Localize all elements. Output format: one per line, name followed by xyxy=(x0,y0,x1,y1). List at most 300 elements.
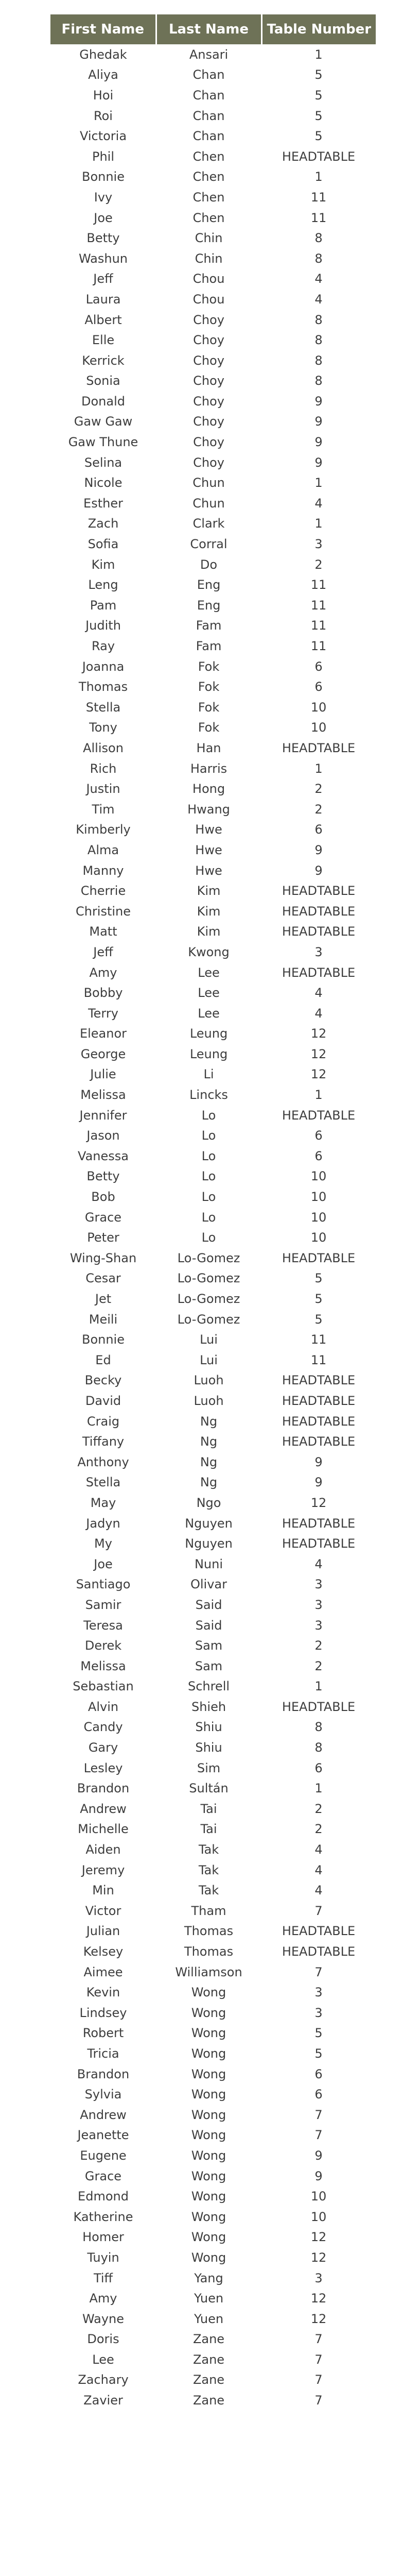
table-row xyxy=(50,656,376,677)
table-row xyxy=(50,126,376,146)
table-number-cell: 12 xyxy=(310,1495,327,1510)
table-number-cell: 8 xyxy=(314,312,323,327)
table-row xyxy=(50,1962,376,1982)
table-number-cell: 5 xyxy=(314,67,323,82)
first-name-cell: Grace xyxy=(84,1210,122,1225)
last-name-cell: Choy xyxy=(193,333,224,348)
first-name-cell: Bobby xyxy=(83,986,123,1001)
table-row xyxy=(50,942,376,962)
table-number-cell: 6 xyxy=(314,680,323,694)
table-number-cell: 11 xyxy=(310,618,327,633)
table-number-cell: 7 xyxy=(314,2393,323,2408)
table-number-cell: 9 xyxy=(314,863,323,878)
first-name-cell: Vanessa xyxy=(78,1148,129,1163)
first-name-cell: Julian xyxy=(86,1924,120,1939)
first-name-cell: My xyxy=(94,1536,112,1551)
last-name-cell: Wong xyxy=(191,1985,226,2000)
table-number-cell: 5 xyxy=(314,2026,323,2041)
last-name-cell: Fok xyxy=(198,720,220,735)
table-number-cell: 6 xyxy=(314,1148,323,1163)
first-name-cell: Doris xyxy=(87,2332,119,2347)
table-row xyxy=(50,412,376,432)
last-name-cell: Li xyxy=(203,1067,214,1082)
table-number-cell: 12 xyxy=(310,2250,327,2265)
last-name-cell: Ansari xyxy=(189,47,229,62)
table-number-cell: 6 xyxy=(314,822,323,837)
last-name-cell: Chan xyxy=(192,67,225,82)
table-row xyxy=(50,1207,376,1228)
table-row xyxy=(50,44,376,65)
table-number-cell: 5 xyxy=(314,1271,323,1286)
table-number-cell: 2 xyxy=(314,1638,323,1653)
table-row xyxy=(50,1697,376,1717)
table-row xyxy=(50,1778,376,1799)
last-name-cell: Chan xyxy=(192,88,225,103)
first-name-cell: Michelle xyxy=(78,1822,129,1837)
table-number-cell: 10 xyxy=(310,720,327,735)
table-number-cell: 5 xyxy=(314,129,323,144)
last-name-cell: Chin xyxy=(195,251,223,266)
first-name-cell: Terry xyxy=(88,1006,118,1021)
table-row xyxy=(50,228,376,248)
last-name-cell: Han xyxy=(196,740,221,755)
table-number-cell: 7 xyxy=(314,2372,323,2387)
first-name-cell: Gaw Thune xyxy=(68,435,138,450)
table-number-cell: 9 xyxy=(314,842,323,857)
table-row xyxy=(50,2145,376,2166)
table-row xyxy=(50,1452,376,1472)
last-name-cell: Luoh xyxy=(194,1393,224,1408)
first-name-cell: Donald xyxy=(81,394,125,409)
table-row xyxy=(50,922,376,942)
table-number-cell: 2 xyxy=(314,1822,323,1837)
table-number-cell: 9 xyxy=(314,2168,323,2183)
last-name-header: Last Name xyxy=(156,14,261,44)
table-row xyxy=(50,778,376,799)
last-name-cell: Lo xyxy=(201,1169,216,1184)
last-name-cell: Wong xyxy=(191,2087,226,2102)
table-number-cell: 10 xyxy=(310,700,327,715)
table-row xyxy=(50,514,376,534)
table-row xyxy=(50,1309,376,1330)
first-name-cell: Lesley xyxy=(83,1760,123,1775)
last-name-cell: Tak xyxy=(198,1842,219,1857)
table-row xyxy=(50,1472,376,1493)
table-row xyxy=(50,1350,376,1370)
first-name-cell: Ghedak xyxy=(79,47,127,62)
last-name-cell: Tham xyxy=(191,1903,226,1918)
table-number-cell: 2 xyxy=(314,782,323,796)
table-row xyxy=(50,493,376,514)
table-row xyxy=(50,2370,376,2391)
last-name-cell: Chun xyxy=(192,496,225,511)
first-name-cell: Teresa xyxy=(83,1618,123,1633)
table-row xyxy=(50,1799,376,1819)
table-number-cell: 1 xyxy=(314,170,323,184)
table-number-cell: HEADTABLE xyxy=(282,1393,356,1408)
last-name-cell: Clark xyxy=(192,516,225,531)
table-number-cell: 5 xyxy=(314,108,323,123)
last-name-cell: Wong xyxy=(191,2066,226,2081)
first-name-cell: Ivy xyxy=(94,190,113,205)
table-number-cell: 3 xyxy=(314,1597,323,1612)
table-number-cell: 8 xyxy=(314,251,323,266)
table-body xyxy=(50,44,376,2411)
last-name-cell: Corral xyxy=(190,537,227,552)
table-number-cell: HEADTABLE xyxy=(282,1414,356,1429)
table-row xyxy=(50,350,376,371)
table-row xyxy=(50,1982,376,2003)
table-number-cell: 10 xyxy=(310,2189,327,2204)
table-row xyxy=(50,371,376,392)
first-name-cell: Tiff xyxy=(93,2270,113,2285)
table-header xyxy=(50,14,376,44)
last-name-cell: Kim xyxy=(197,924,221,939)
table-number-cell: 12 xyxy=(310,1046,327,1061)
last-name-cell: Lee xyxy=(198,1006,220,1021)
first-name-cell: Thomas xyxy=(78,680,128,694)
table-row xyxy=(50,1656,376,1676)
table-number-cell: 1 xyxy=(314,516,323,531)
first-name-cell: Meili xyxy=(89,1312,118,1327)
table-row xyxy=(50,1105,376,1126)
last-name-cell: Yang xyxy=(194,2270,223,2285)
table-number-cell: 12 xyxy=(310,1067,327,1082)
first-name-cell: Joe xyxy=(94,210,113,225)
first-name-cell: Wing-Shan xyxy=(69,1250,137,1265)
last-name-cell: Wong xyxy=(191,2046,226,2061)
first-name-cell: Amy xyxy=(89,965,117,980)
first-name-cell: Sylvia xyxy=(84,2087,122,2102)
table-row xyxy=(50,2105,376,2125)
table-number-cell: HEADTABLE xyxy=(282,904,356,919)
table-number-cell: 6 xyxy=(314,1760,323,1775)
first-name-cell: Judith xyxy=(85,618,121,633)
table-number-header: Table Number xyxy=(261,14,376,44)
table-row xyxy=(50,1819,376,1840)
table-row xyxy=(50,534,376,554)
last-name-cell: Choy xyxy=(193,353,224,368)
table-number-cell: 8 xyxy=(314,231,323,246)
table-row xyxy=(50,758,376,779)
last-name-cell: Shiu xyxy=(195,1720,222,1735)
table-row xyxy=(50,1187,376,1207)
table-row xyxy=(50,636,376,656)
first-name-cell: Eleanor xyxy=(79,1026,127,1041)
table-number-cell: 1 xyxy=(314,1088,323,1103)
first-name-cell: Zach xyxy=(87,516,119,531)
first-name-cell: Becky xyxy=(84,1373,122,1388)
last-name-cell: Zane xyxy=(192,2393,225,2408)
table-row xyxy=(50,840,376,860)
table-number-cell: 12 xyxy=(310,2230,327,2245)
last-name-cell: Chen xyxy=(192,170,225,184)
first-name-cell: Justin xyxy=(86,782,120,796)
table-number-cell: 11 xyxy=(310,1352,327,1367)
table-row xyxy=(50,1758,376,1778)
last-name-cell: Chou xyxy=(192,292,225,307)
table-number-cell: 2 xyxy=(314,1801,323,1816)
last-name-cell: Wong xyxy=(191,2189,226,2204)
first-name-cell: Jeff xyxy=(93,944,113,959)
last-name-cell: Kim xyxy=(197,884,221,899)
first-name-cell: Tuyin xyxy=(87,2250,119,2265)
last-name-cell: Tak xyxy=(198,1862,219,1877)
table-number-cell: 3 xyxy=(314,2005,323,2020)
table-row xyxy=(50,1737,376,1758)
first-name-cell: Jeremy xyxy=(81,1862,125,1877)
last-name-cell: Choy xyxy=(193,435,224,450)
first-name-cell: Stella xyxy=(85,700,121,715)
first-name-cell: Hoi xyxy=(93,88,114,103)
last-name-cell: Chan xyxy=(192,129,225,144)
first-name-cell: Tim xyxy=(92,802,115,817)
last-name-cell: Sam xyxy=(195,1658,223,1673)
table-number-cell: 10 xyxy=(310,1190,327,1205)
last-name-cell: Said xyxy=(195,1618,222,1633)
first-name-cell: Leng xyxy=(88,578,118,592)
first-name-cell: Esther xyxy=(83,496,123,511)
first-name-cell: Homer xyxy=(82,2230,124,2245)
table-number-cell: 3 xyxy=(314,1577,323,1592)
header-row xyxy=(50,14,376,44)
first-name-cell: Sofia xyxy=(87,537,119,552)
table-row xyxy=(50,289,376,310)
table-number-cell: 7 xyxy=(314,2128,323,2143)
last-name-cell: Lui xyxy=(200,1332,218,1347)
first-name-cell: Roi xyxy=(94,108,113,123)
first-name-cell: Victoria xyxy=(79,129,127,144)
last-name-cell: Chou xyxy=(192,272,225,286)
table-number-cell: 11 xyxy=(310,190,327,205)
table-row xyxy=(50,2003,376,2023)
last-name-cell: Sam xyxy=(195,1638,223,1653)
table-row xyxy=(50,2207,376,2227)
first-name-cell: Phil xyxy=(92,149,115,164)
last-name-cell: Leung xyxy=(189,1026,228,1041)
last-name-cell: Tai xyxy=(200,1801,217,1816)
first-name-cell: Robert xyxy=(82,2026,124,2041)
table-number-cell: 2 xyxy=(314,1658,323,1673)
table-number-cell: 9 xyxy=(314,394,323,409)
table-number-cell: 4 xyxy=(314,1883,323,1898)
last-name-cell: Williamson xyxy=(175,1964,242,1979)
last-name-cell: Lo xyxy=(201,1128,216,1143)
table-number-cell: 9 xyxy=(314,2148,323,2163)
table-number-cell: 11 xyxy=(310,578,327,592)
table-number-cell: 1 xyxy=(314,1679,323,1694)
table-number-cell: 12 xyxy=(310,1026,327,1041)
table-number-cell: 3 xyxy=(314,1985,323,2000)
table-number-cell: HEADTABLE xyxy=(282,1516,356,1531)
first-name-cell: Jennifer xyxy=(79,1108,127,1123)
table-row xyxy=(50,1431,376,1452)
first-name-cell: Candy xyxy=(83,1720,123,1735)
table-row xyxy=(50,1513,376,1534)
table-number-cell: 5 xyxy=(314,1292,323,1307)
last-name-cell: Nguyen xyxy=(185,1516,233,1531)
last-name-cell: Choy xyxy=(193,374,224,388)
last-name-cell: Fok xyxy=(198,700,220,715)
first-name-cell: Zachary xyxy=(78,2372,129,2387)
last-name-cell: Kim xyxy=(197,904,221,919)
first-name-cell: Joanna xyxy=(82,659,125,674)
last-name-cell: Sim xyxy=(197,1760,221,1775)
last-name-cell: Lee xyxy=(198,986,220,1001)
table-row xyxy=(50,187,376,208)
first-name-cell: Kelsey xyxy=(83,1944,124,1959)
table-number-cell: 4 xyxy=(314,272,323,286)
first-name-cell: Ray xyxy=(91,639,115,654)
last-name-cell: Lo-Gomez xyxy=(177,1250,240,1265)
table-row xyxy=(50,2166,376,2187)
table-number-cell: 5 xyxy=(314,1312,323,1327)
last-name-cell: Choy xyxy=(193,455,224,470)
table-number-cell: 4 xyxy=(314,1842,323,1857)
table-number-cell: 8 xyxy=(314,1740,323,1755)
first-name-cell: Elle xyxy=(92,333,115,348)
first-name-cell: Allison xyxy=(83,740,124,755)
table-row xyxy=(50,1676,376,1697)
table-number-cell: 4 xyxy=(314,292,323,307)
table-row xyxy=(50,85,376,106)
first-name-cell: Bonnie xyxy=(81,170,125,184)
last-name-cell: Choy xyxy=(193,394,224,409)
table-row xyxy=(50,452,376,473)
table-row xyxy=(50,1227,376,1248)
last-name-cell: Hwe xyxy=(195,863,222,878)
first-name-cell: Brandon xyxy=(77,2066,130,2081)
table-row xyxy=(50,820,376,840)
first-name-cell: Sonia xyxy=(86,374,120,388)
table-number-cell: 11 xyxy=(310,210,327,225)
first-name-cell: Craig xyxy=(86,1414,120,1429)
last-name-cell: Lo-Gomez xyxy=(177,1312,240,1327)
table-number-cell: 6 xyxy=(314,2066,323,2081)
table-number-cell: 6 xyxy=(314,2087,323,2102)
last-name-cell: Hwe xyxy=(195,842,222,857)
table-number-cell: HEADTABLE xyxy=(282,1699,356,1714)
table-number-cell: 9 xyxy=(314,414,323,429)
table-number-cell: 4 xyxy=(314,1006,323,1021)
first-name-cell: George xyxy=(80,1046,126,1061)
first-name-cell: Edmond xyxy=(78,2189,129,2204)
table-number-cell: 2 xyxy=(314,557,323,572)
last-name-cell: Wong xyxy=(191,2148,226,2163)
last-name-cell: Olivar xyxy=(190,1577,227,1592)
last-name-cell: Wong xyxy=(191,2128,226,2143)
last-name-cell: Lo xyxy=(201,1190,216,1205)
table-row xyxy=(50,697,376,718)
table-row xyxy=(50,1839,376,1860)
table-row xyxy=(50,146,376,167)
table-number-cell: 8 xyxy=(314,374,323,388)
table-row xyxy=(50,1044,376,1064)
last-name-cell: Ng xyxy=(200,1414,218,1429)
first-name-cell: Rich xyxy=(90,761,117,776)
table-number-cell: 10 xyxy=(310,2209,327,2224)
last-name-cell: Hwang xyxy=(187,802,230,817)
table-row xyxy=(50,2390,376,2411)
first-name-cell: Jeff xyxy=(93,272,113,286)
table-row xyxy=(50,106,376,126)
table-row xyxy=(50,432,376,452)
table-row xyxy=(50,1064,376,1085)
table-row xyxy=(50,880,376,901)
first-name-cell: Samir xyxy=(85,1597,121,1612)
table-number-cell: 11 xyxy=(310,639,327,654)
table-number-cell: 2 xyxy=(314,802,323,817)
table-number-cell: 7 xyxy=(314,1964,323,1979)
table-number-cell: HEADTABLE xyxy=(282,924,356,939)
first-name-cell: Aiden xyxy=(85,1842,121,1857)
first-name-cell: Kimberly xyxy=(76,822,131,837)
table-row xyxy=(50,860,376,881)
last-name-cell: Zane xyxy=(192,2332,225,2347)
table-row xyxy=(50,330,376,350)
table-row xyxy=(50,1248,376,1268)
table-number-cell: 10 xyxy=(310,1169,327,1184)
first-name-cell: Andrew xyxy=(80,1801,127,1816)
last-name-cell: Chun xyxy=(192,476,225,490)
first-name-cell: Anthony xyxy=(77,1454,129,1469)
table-number-cell: 8 xyxy=(314,353,323,368)
last-name-cell: Lo xyxy=(201,1108,216,1123)
table-number-cell: 7 xyxy=(314,1903,323,1918)
first-name-cell: Manny xyxy=(82,863,124,878)
table-row xyxy=(50,65,376,86)
last-name-cell: Chen xyxy=(192,190,225,205)
table-row xyxy=(50,1880,376,1901)
table-number-cell: HEADTABLE xyxy=(282,884,356,899)
last-name-cell: Nuni xyxy=(194,1556,223,1571)
first-name-cell: Alma xyxy=(87,842,119,857)
first-name-cell: Wayne xyxy=(82,2311,125,2326)
first-name-cell: Derek xyxy=(84,1638,122,1653)
table-number-cell: 6 xyxy=(314,1128,323,1143)
table-row xyxy=(50,1268,376,1289)
first-name-cell: Jeanette xyxy=(77,2128,129,2143)
first-name-cell: Albert xyxy=(84,312,122,327)
table-row xyxy=(50,167,376,188)
table-row xyxy=(50,738,376,758)
table-row xyxy=(50,1003,376,1024)
table-row xyxy=(50,472,376,493)
first-name-cell: Bonnie xyxy=(81,1332,125,1347)
table-number-cell: 3 xyxy=(314,944,323,959)
first-name-cell: Betty xyxy=(86,1169,120,1184)
first-name-cell: Pam xyxy=(90,598,117,613)
table-number-cell: HEADTABLE xyxy=(282,1434,356,1449)
table-row xyxy=(50,1084,376,1105)
last-name-cell: Ng xyxy=(200,1454,218,1469)
table-row xyxy=(50,1901,376,1921)
first-name-cell: Jason xyxy=(86,1128,120,1143)
first-name-cell: Andrew xyxy=(80,2107,127,2122)
table-row xyxy=(50,1717,376,1738)
first-name-cell: Tony xyxy=(89,720,117,735)
table-number-cell: 9 xyxy=(314,1475,323,1490)
table-row xyxy=(50,962,376,983)
last-name-cell: Ngo xyxy=(196,1495,221,1510)
first-name-cell: Santiago xyxy=(76,1577,131,1592)
table-number-cell: HEADTABLE xyxy=(282,149,356,164)
first-name-cell: Tiffany xyxy=(82,1434,125,1449)
last-name-cell: Kwong xyxy=(188,944,230,959)
table-number-cell: HEADTABLE xyxy=(282,1108,356,1123)
first-name-cell: Aliya xyxy=(88,67,118,82)
table-row xyxy=(50,1595,376,1615)
